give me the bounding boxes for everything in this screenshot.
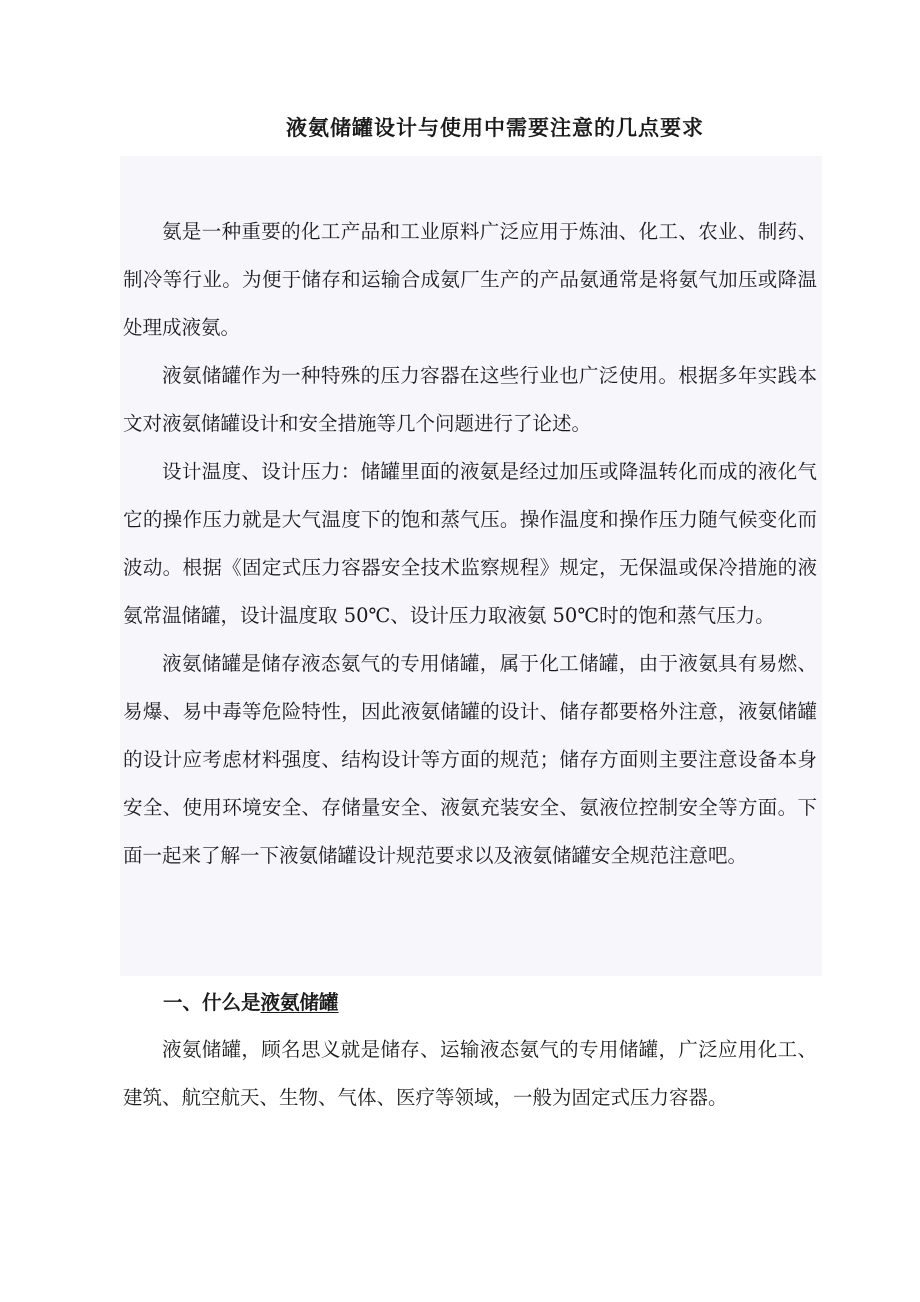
paragraph-definition: 液氨储罐，顾名思义就是储存、运输液态氨气的专用储罐，广泛应用化工、建筑、航空航天、生物、气体、医疗等领域，一般为固定式压力容器。 xyxy=(123,1038,817,1109)
intro-text-block xyxy=(123,208,817,880)
paragraph-ammonia-intro: 氨是一种重要的化工产品和工业原料广泛应用于炼油、化工、农业、制药、制冷等行业。为便于储存和运输合成氨厂生产的产品氨通常是将氨气加压或降温处理成液氨。 xyxy=(123,220,817,339)
paragraph-safety-overview: 液氨储罐是储存液态氨气的专用储罐，属于化工储罐，由于液氨具有易燃、易爆、易中毒等危险特性，因此液氨储罐的设计、储存都要格外注意，液氨储罐的设计应考虑材料强度、结构设计等方面的规范；储存方面则主要注意设备本身安全、使用环境安全、存储量安全、液氨充装安全、氨液位控制安全等方面。下面一起来了解一下液氨储罐设计规范要求以及液氨储罐安全规范注意吧。 xyxy=(123,652,817,867)
section-heading-term-link[interactable]: 液氨储罐 xyxy=(260,991,339,1014)
section-heading-what-is xyxy=(163,986,339,1020)
section1-text-block xyxy=(123,1026,817,1122)
document-title: 液氨储罐设计与使用中需要注意的几点要求 xyxy=(286,115,704,140)
paragraph-design-temperature-pressure: 设计温度、设计压力：储罐里面的液氨是经过加压或降温转化而成的液化气它的操作压力就是大气温度下的饱和蒸气压。操作温度和操作压力随气候变化而波动。根据《固定式压力容器安全技术监察规程》规定，无保温或保冷措施的液氨常温储罐，设计温度取 50℃、设计压力取液氨 50℃时的饱和蒸气压力。 xyxy=(123,460,817,627)
section-heading-prefix: 一、什么是 xyxy=(163,991,261,1014)
paragraph-storage-tank-usage: 液氨储罐作为一种特殊的压力容器在这些行业也广泛使用。根据多年实践本文对液氨储罐设计和安全措施等几个问题进行了论述。 xyxy=(123,364,817,435)
